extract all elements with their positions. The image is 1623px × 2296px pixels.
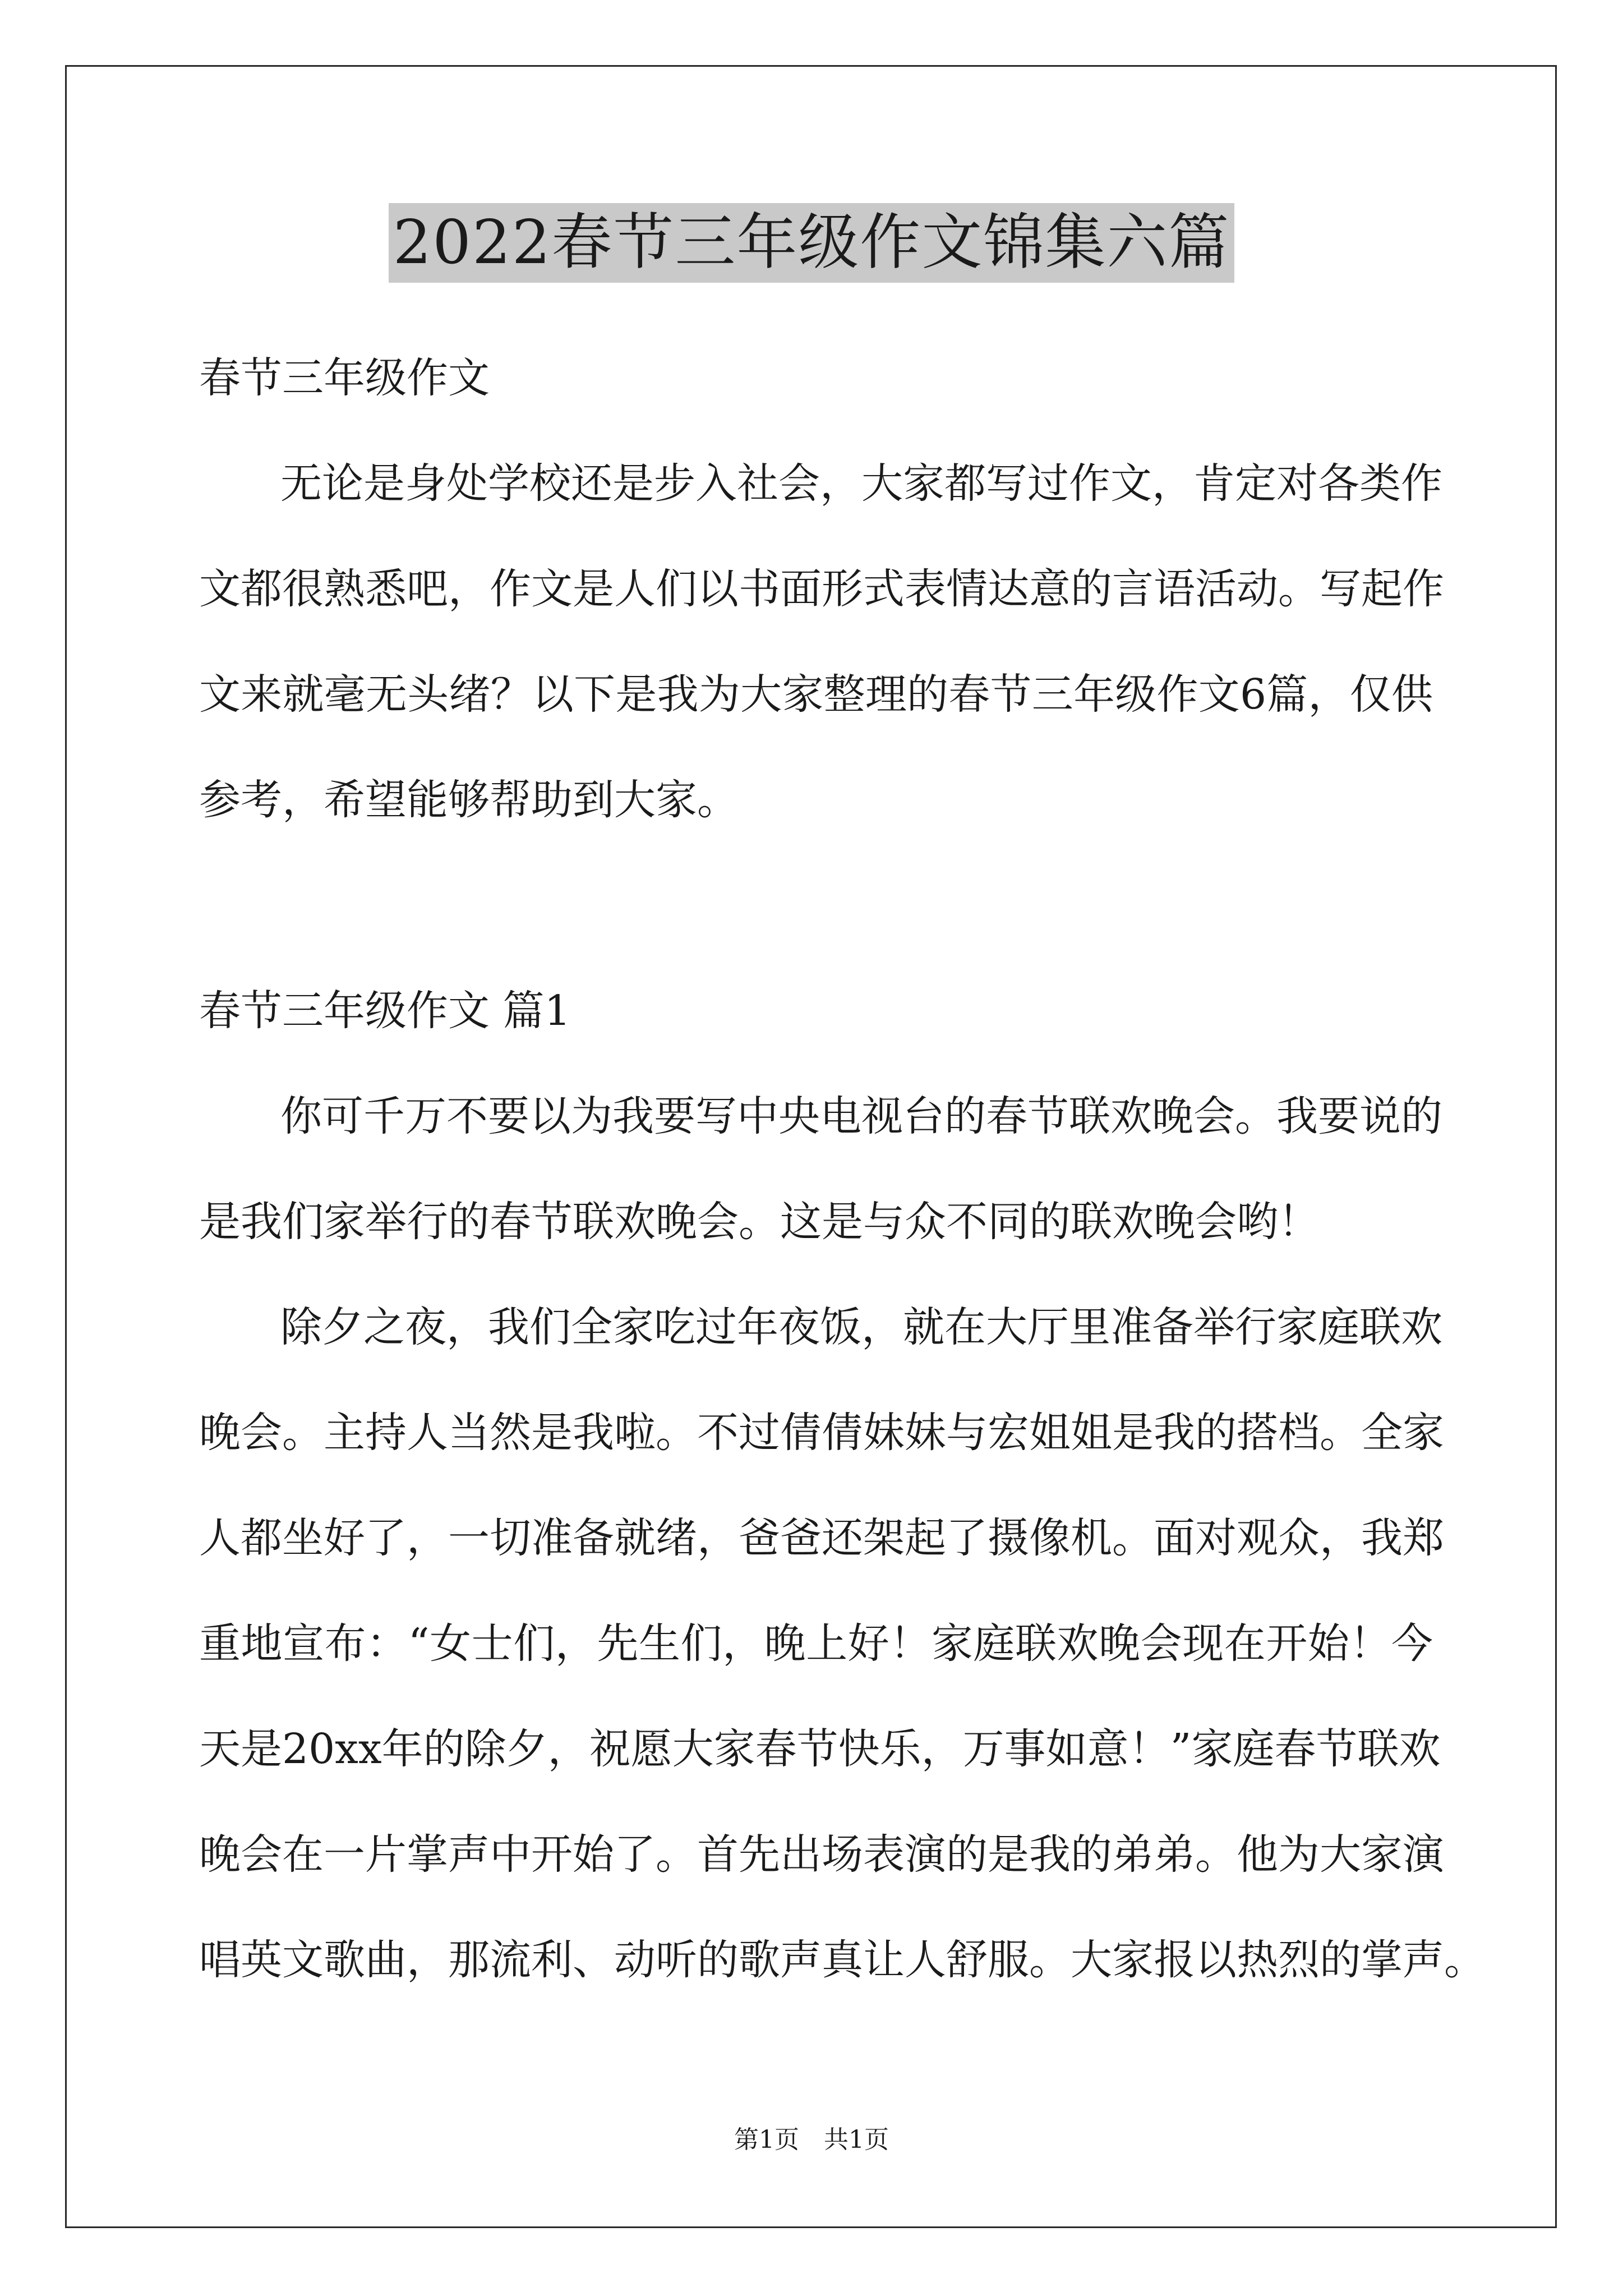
document-title: 2022春节三年级作文锦集六篇 (389, 203, 1235, 283)
section1-heading: 春节三年级作文 篇1 (199, 987, 571, 1035)
intro-line-1: 无论是身处学校还是步入社会，大家都写过作文，肯定对各类作 (280, 459, 1442, 508)
intro-line-3: 文来就毫无头绪？以下是我为大家整理的春节三年级作文6篇，仅供 (199, 670, 1433, 719)
section1-para2-line-3: 人都坐好了，一切准备就绪，爸爸还架起了摄像机。面对观众，我郑 (199, 1514, 1444, 1562)
section1-para1-line-1: 你可千万不要以为我要写中央电视台的春节联欢晚会。我要说的 (280, 1092, 1442, 1140)
intro-line-2: 文都很熟悉吧，作文是人们以书面形式表情达意的言语活动。写起作 (199, 565, 1444, 613)
section1-para2-line-5: 天是20xx年的除夕，祝愿大家春节快乐，万事如意！”家庭春节联欢 (199, 1725, 1441, 1773)
section1-para2-line-1: 除夕之夜，我们全家吃过年夜饭，就在大厅里准备举行家庭联欢 (280, 1303, 1442, 1351)
section1-para2-line-4: 重地宣布：“女士们，先生们，晚上好！家庭联欢晚会现在开始！今 (199, 1619, 1433, 1668)
intro-heading: 春节三年级作文 (199, 354, 490, 402)
intro-line-4: 参考，希望能够帮助到大家。 (199, 776, 739, 824)
section1-para2-line-2: 晚会。主持人当然是我啦。不过倩倩妹妹与宏姐姐是我的搭档。全家 (199, 1409, 1444, 1457)
page-footer: 第1页 共1页 (734, 2125, 889, 2154)
section1-para2-line-7: 唱英文歌曲，那流利、动听的歌声真让人舒服。大家报以热烈的掌声。 (199, 1936, 1486, 1984)
title-container (0, 203, 1623, 283)
section1-para1-line-2: 是我们家举行的春节联欢晚会。这是与众不同的联欢晚会哟！ (199, 1198, 1320, 1246)
section1-para2-line-6: 晚会在一片掌声中开始了。首先出场表演的是我的弟弟。他为大家演 (199, 1830, 1444, 1879)
